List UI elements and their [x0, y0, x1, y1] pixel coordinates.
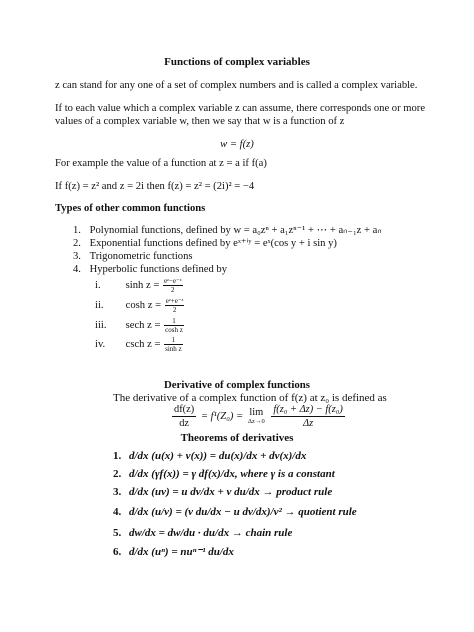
theorem-number: 2.	[113, 468, 122, 480]
fraction-numerator: 1	[164, 336, 183, 345]
theorem-number: 4.	[113, 506, 122, 518]
type-item	[73, 263, 227, 276]
hyperbolic-number: iii.	[95, 319, 107, 331]
fraction-numerator: eᶻ−e⁻ᶻ	[163, 277, 182, 285]
derivative-rhs-fraction	[271, 403, 344, 430]
hyperbolic-item	[95, 317, 185, 334]
type-number: 1.	[73, 225, 81, 236]
example-calculation: If f(z) = z² and z = 2i then f(z) = z² = (2i)² = −4	[55, 181, 255, 192]
intro-paragraph: z can stand for any one of a set of complex numbers and is called a complex variable.	[55, 80, 418, 91]
type-number: 2.	[73, 238, 81, 249]
fraction-denominator: dz	[179, 418, 189, 429]
hyperbolic-fraction	[164, 317, 184, 334]
theorem-item	[113, 527, 292, 539]
fraction-numerator: f(z₀ + Δz) − f(z₀)	[273, 404, 343, 415]
equation-w-fz: w = f(z)	[220, 139, 254, 150]
theorem-text: d/dx (uⁿ) = nuⁿ⁻¹ du/dx	[129, 546, 234, 558]
hyperbolic-fraction	[165, 297, 185, 314]
hyperbolic-lhs: cosh z =	[125, 299, 162, 311]
types-heading: Types of other common functions	[55, 203, 206, 214]
hyperbolic-fraction	[164, 336, 183, 353]
hyperbolic-item	[95, 336, 184, 353]
hyperbolic-number: ii.	[95, 299, 104, 311]
fraction-denominator: 2	[171, 286, 175, 294]
hyperbolic-number: iv.	[95, 338, 106, 350]
type-number: 4.	[73, 264, 81, 275]
theorem-number: 5.	[113, 527, 122, 539]
derivative-intro: The derivative of a complex function of f(z) at z₀ is defined as	[113, 392, 387, 404]
type-number: 3.	[73, 251, 81, 262]
type-text: Exponential functions defined by eˣ⁺ⁱʸ = eˣ(cos y + i sin y)	[89, 238, 337, 249]
hyperbolic-lhs: csch z =	[125, 338, 161, 350]
type-item	[73, 237, 337, 250]
theorem-number: 3.	[113, 486, 122, 498]
limit-operator	[248, 408, 265, 426]
type-item	[73, 250, 193, 263]
theorem-item	[113, 506, 357, 518]
theorem-text: dw/dx = dw/du · du/dx → chain rule	[129, 527, 293, 539]
fraction-denominator: sinh z	[165, 345, 182, 353]
theorem-text: d/dx (γf(x)) = γ df(x)/dx, where γ is a constant	[129, 468, 335, 480]
theorems-heading: Theorems of derivatives	[180, 432, 294, 444]
derivative-lhs-fraction	[172, 403, 196, 430]
theorem-text: d/dx (u(x) + v(x)) = du(x)/dx + dv(x)/dx	[129, 450, 307, 462]
derivative-middle: = f¹(Z₀) =	[200, 410, 244, 422]
type-text: Polynomial functions, defined by w = a₀zⁿ + a₁zⁿ⁻¹ + ⋯ + aₙ₋₁z + aₙ	[89, 225, 382, 236]
limit-subscript: Δz→0	[247, 417, 265, 425]
theorem-text: d/dx (u/v) = (v du/dx − u dv/dx)/v² → quotient rule	[129, 506, 357, 518]
fraction-numerator: eᶻ+e⁻ᶻ	[165, 297, 184, 305]
derivative-definition	[170, 403, 347, 430]
theorem-number: 1.	[113, 450, 122, 462]
example-text: For example the value of a function at z = a if f(a)	[55, 158, 267, 169]
type-text: Hyperbolic functions defined by	[89, 264, 227, 275]
definition-line-2: values of a complex variable w, then we say that w is a function of z	[55, 116, 345, 127]
theorem-number: 6.	[113, 546, 122, 558]
hyperbolic-item	[95, 297, 185, 314]
theorem-item	[113, 450, 306, 462]
limit-word: lim	[249, 406, 264, 418]
fraction-denominator: Δz	[303, 418, 314, 429]
fraction-denominator: 2	[172, 306, 177, 314]
type-item	[73, 224, 382, 237]
theorem-item	[113, 545, 234, 558]
derivative-heading: Derivative of complex functions	[163, 379, 311, 391]
theorem-item	[113, 486, 332, 498]
definition-line-1: If to each value which a complex variable z can assume, there corresponds one or more	[55, 103, 426, 114]
fraction-numerator: 1	[164, 317, 184, 326]
hyperbolic-lhs: sinh z =	[125, 279, 160, 291]
type-text: Trigonometric functions	[89, 251, 193, 262]
page-title: Functions of complex variables	[164, 56, 310, 68]
hyperbolic-item	[95, 277, 184, 294]
fraction-numerator: df(z)	[174, 404, 195, 415]
theorem-item	[113, 468, 335, 480]
fraction-denominator: cosh z	[165, 326, 183, 334]
hyperbolic-fraction	[163, 277, 183, 294]
theorem-text: d/dx (uv) = u dv/dx + v du/dx → product rule	[129, 486, 333, 498]
hyperbolic-number: i.	[95, 279, 101, 291]
hyperbolic-lhs: sech z =	[125, 319, 161, 331]
